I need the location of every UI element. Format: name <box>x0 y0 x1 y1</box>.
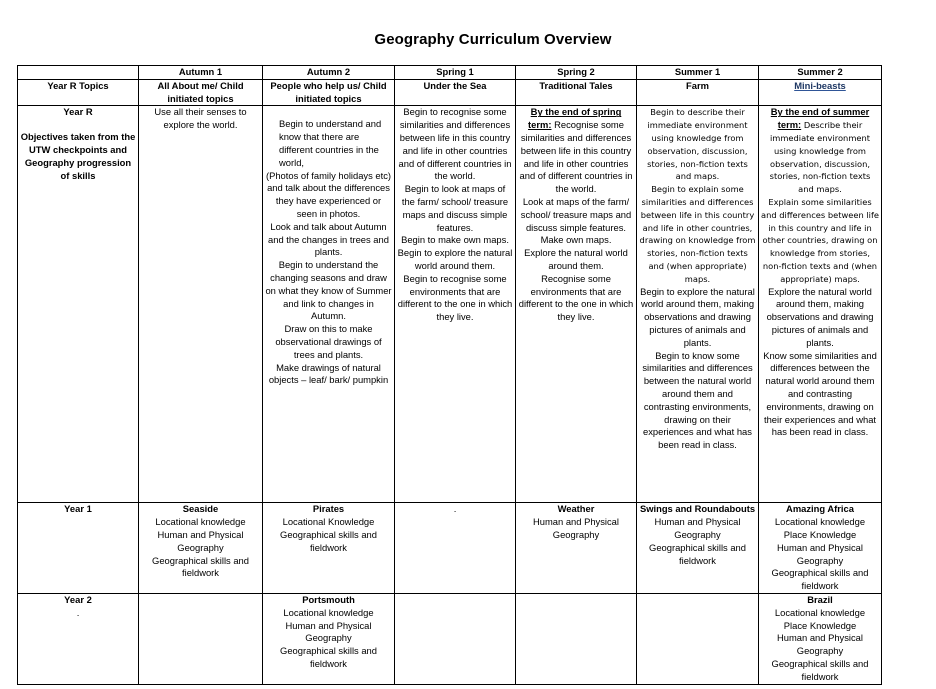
objective-text: Look and talk about Autumn and the changes in trees and plants. <box>268 220 389 258</box>
curriculum-table <box>17 65 882 685</box>
objective-text: Use all their senses to explore the world. <box>154 106 247 131</box>
year-2-autumn1 <box>139 593 263 684</box>
strand: Human and Physical Geography <box>285 619 372 644</box>
year-r-row <box>18 106 882 503</box>
term-header-spring2: Spring 2 <box>516 66 637 80</box>
unit-title: Seaside <box>182 503 219 515</box>
strand: Locational knowledge <box>155 516 246 528</box>
strand: Human and Physical Geography <box>777 541 863 566</box>
summer2-lead-rest: Describe their immediate environment using knowledge from observation, discussion, stories, non-fiction texts and maps. <box>769 120 871 195</box>
strand: Human and Physical Geography <box>157 528 244 553</box>
year-2-row <box>18 593 882 684</box>
year-r-spring2 <box>516 106 637 503</box>
topics-row <box>18 79 882 106</box>
year-2-label-cell <box>18 593 139 684</box>
unit-title: Pirates <box>312 503 345 515</box>
strand: Geographical skills and fieldwork <box>649 541 746 566</box>
year-2-spring2 <box>516 593 637 684</box>
year-2-autumn2 <box>263 593 395 684</box>
year-1-autumn1 <box>139 503 263 594</box>
strand: Place Knowledge <box>783 528 857 540</box>
topic-autumn1: All About me/ Child initiated topics <box>139 79 263 106</box>
year-r-autumn1 <box>139 106 263 503</box>
year-1-spring1 <box>395 503 516 594</box>
objective-text: Explore the natural world around them. <box>524 247 628 271</box>
topic-spring2: Traditional Tales <box>516 79 637 106</box>
topic-autumn2: People who help us/ Child initiated topics <box>263 79 395 106</box>
year-r-summer1 <box>637 106 759 503</box>
year-1-summer1 <box>637 503 759 594</box>
topic-spring1: Under the Sea <box>395 79 516 106</box>
spring2-lead: By the end of spring term: <box>528 106 622 131</box>
year-2-spring1 <box>395 593 516 684</box>
term-header-summer1: Summer 1 <box>637 66 759 80</box>
strand: Human and Physical Geography <box>533 516 619 540</box>
objective-text: Draw on this to make observational drawings of trees and plants. <box>275 323 382 360</box>
objective-text: Look at maps of the farm/ school/ treasure maps and discuss simple features. <box>520 195 632 233</box>
objective-text: Begin to describe their immediate environment using knowledge from observation, discussion, stories, non-fiction texts and maps. <box>647 107 748 182</box>
topics-label: Year R Topics <box>18 79 139 106</box>
term-header-row <box>18 66 882 80</box>
term-header-blank <box>18 66 139 80</box>
year-r-spring1 <box>395 106 516 503</box>
term-header-autumn1: Autumn 1 <box>139 66 263 80</box>
strand: Locational knowledge <box>774 606 866 618</box>
term-header-summer2: Summer 2 <box>759 66 882 80</box>
unit-title: Weather <box>557 503 595 515</box>
term-header-spring1: Spring 1 <box>395 66 516 80</box>
strand: Human and Physical Geography <box>777 632 863 657</box>
unit-title: Swings and Roundabouts <box>639 503 756 515</box>
topic-summer2-link[interactable]: Mini-beasts <box>794 79 846 91</box>
objective-text: Begin to explore the natural world around them, making observations and drawing pictures of animals and plants. <box>640 285 755 348</box>
objective-text: Recognise some environments that are different to the one in which they live. <box>518 272 634 323</box>
term-header-autumn2: Autumn 2 <box>263 66 395 80</box>
objective-text: (Photos of family holidays etc) and talk about the differences they have experienced or seen in photos. <box>265 169 392 219</box>
objective-text: Begin to explain some similarities and differences between life in this country and life in other countries, drawing on knowledge from stories, non-fiction texts and (when appropriate) maps. <box>639 184 756 284</box>
strand: Geographical skills and fieldwork <box>152 554 249 579</box>
year-1-autumn2 <box>263 503 395 594</box>
objective-text: Begin to look at maps of the farm/ school/ treasure maps and discuss simple features. <box>401 183 509 233</box>
objective-text: Begin to understand the changing seasons and draw on what they know of Summer and link to changes in Autumn. <box>265 259 392 322</box>
objective-text: Begin to make own maps. <box>401 234 509 246</box>
unit-title: Brazil <box>807 593 833 605</box>
objective-text: Explore the natural world around them, making observations and drawing pictures of animals and plants. <box>766 285 874 348</box>
strand: Geographical skills and fieldwork <box>280 645 377 669</box>
year-2-summer1 <box>637 593 759 684</box>
spring2-summary <box>518 106 634 196</box>
strand: Geographical skills and fieldwork <box>280 528 377 553</box>
objective-text: Make own maps. <box>540 234 612 246</box>
strand: Locational Knowledge <box>282 516 375 528</box>
unit-title: Portsmouth <box>302 593 355 605</box>
strand: Geographical skills and fieldwork <box>771 567 869 592</box>
year-1-row <box>18 503 882 594</box>
year-r-summer2 <box>759 106 882 503</box>
placeholder-mark: . <box>453 503 457 515</box>
topic-summer2[interactable] <box>759 79 882 106</box>
objective-text: Begin to know some similarities and differences between the natural world around them and contrasting environments, drawing on their experiences and what has been read in class. <box>642 349 753 451</box>
document-title: Geography Curriculum Overview <box>374 31 612 48</box>
year-2-label: Year 2 <box>64 593 92 605</box>
objective-text: Explain some similarities and differences between life in this country and life in other countries, drawing on knowledge from stories, non-fiction texts and (when appropriate) maps. <box>761 196 880 284</box>
year-1-label-cell <box>18 503 139 594</box>
objective-text: Begin to recognise some similarities and differences between life in this country and life in other countries and of different countries in the world. <box>398 106 512 182</box>
strand: Place Knowledge <box>783 619 857 631</box>
year-r-autumn2 <box>263 106 395 503</box>
year-1-spring2 <box>516 503 637 594</box>
objective-text: Begin to recognise some environments that are different to the one in which they live. <box>397 272 513 323</box>
year-1-label: Year 1 <box>64 503 92 515</box>
objective-text: Begin to understand and know that there are different countries in the world, <box>279 118 382 168</box>
year-2-mark: . <box>76 606 80 618</box>
year-1-summer2 <box>759 503 882 594</box>
objective-text: Know some similarities and differences between the natural world around them and contrasting environments, drawing on their experiences and what has been read in class. <box>763 349 877 438</box>
topic-summer1: Farm <box>637 79 759 106</box>
objective-text: Make drawings of natural objects – leaf/ bark/ pumpkin <box>268 361 389 386</box>
strand: Locational knowledge <box>774 516 866 528</box>
year-r-objectives-note: Objectives taken from the UTW checkpoints and Geography progression of skills <box>20 131 136 181</box>
summer2-summary <box>761 106 879 196</box>
objective-text: Begin to explore the natural world around them. <box>397 247 513 271</box>
strand: Human and Physical Geography <box>654 516 741 540</box>
strand: Geographical skills and fieldwork <box>771 657 869 682</box>
year-r-label: Year R <box>63 106 93 118</box>
spring2-lead-rest: Recognise some similarities and differences between life in this country and life in other countries and of different countries in the world. <box>519 119 633 195</box>
year-2-summer2 <box>759 593 882 684</box>
strand: Locational knowledge <box>283 606 374 618</box>
summer2-lead: By the end of summer term: <box>770 106 870 131</box>
unit-title: Amazing Africa <box>786 503 854 515</box>
year-r-label-cell <box>18 106 139 503</box>
